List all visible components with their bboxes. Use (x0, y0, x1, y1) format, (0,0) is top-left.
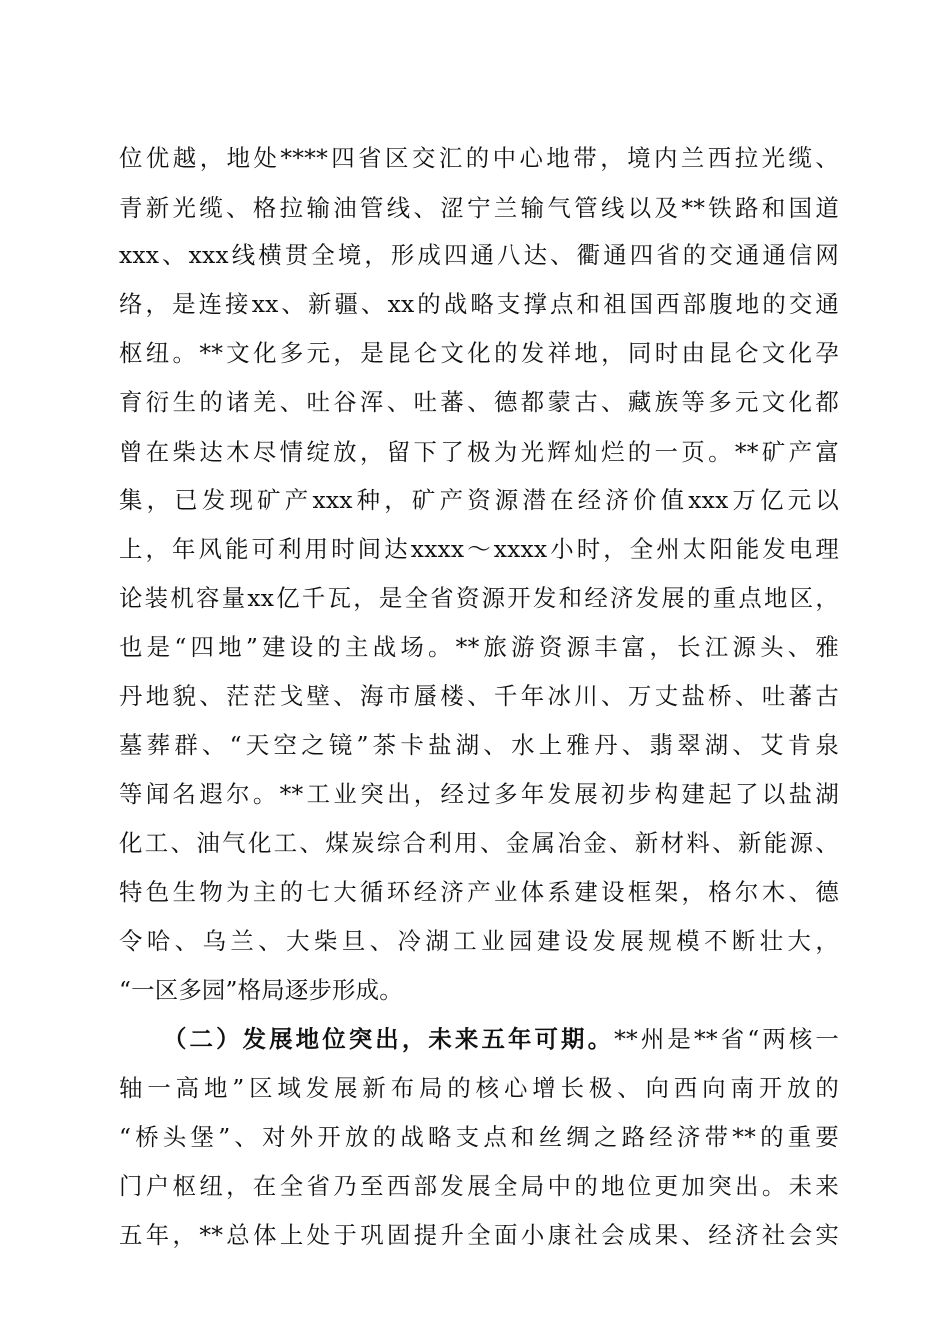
text-line: 丹地貌、茫茫戈壁、海市蜃楼、千年冰川、万丈盐桥、吐蕃古 (119, 682, 839, 710)
text-line: 门户枢纽，在全省乃至西部发展全局中的地位更加突出。未来 (119, 1172, 839, 1200)
section-heading: （二）发展地位突出，未来五年可期。 (163, 1025, 615, 1053)
text-line: 等闻名遐尔。**工业突出，经过多年发展初步构建起了以盐湖 (119, 780, 839, 808)
text-line: 络，是连接xx、新疆、xx的战略支撑点和祖国西部腹地的交通 (119, 290, 839, 318)
text-line: xxx、xxx线横贯全境，形成四通八达、衢通四省的交通通信网 (119, 241, 839, 269)
text-line: 墓葬群、“天空之镜”茶卡盐湖、水上雅丹、翡翠湖、艾肯泉 (119, 731, 839, 759)
text-line: 特色生物为主的七大循环经济产业体系建设框架，格尔木、德 (119, 878, 839, 906)
text-line: 枢纽。**文化多元，是昆仑文化的发祥地，同时由昆仑文化孕 (119, 339, 839, 367)
text-line: 论装机容量xx亿千瓦，是全省资源开发和经济发展的重点地区， (119, 584, 839, 612)
text-line: 上，年风能可利用时间达xxxx～xxxx小时，全州太阳能发电理 (119, 535, 839, 563)
text-line: 五年，**总体上处于巩固提升全面小康社会成果、经济社会实 (119, 1221, 839, 1249)
text-line: 青新光缆、格拉输油管线、涩宁兰输气管线以及**铁路和国道 (119, 194, 839, 222)
text-line: 集，已发现矿产xxx种，矿产资源潜在经济价值xxx万亿元以 (119, 486, 839, 514)
text-line: 令哈、乌兰、大柴旦、冷湖工业园建设发展规模不断壮大， (119, 927, 839, 955)
text-line: 轴一高地”区域发展新布局的核心增长极、向西向南开放的 (119, 1074, 839, 1102)
text-line: 曾在柴达木尽情绽放，留下了极为光辉灿烂的一页。**矿产富 (119, 438, 839, 466)
text-line: “桥头堡”、对外开放的战略支点和丝绸之路经济带**的重要 (119, 1123, 839, 1151)
text-line: 位优越，地处****四省区交汇的中心地带，境内兰西拉光缆、 (119, 144, 839, 172)
text-line: 化工、油气化工、煤炭综合利用、金属冶金、新材料、新能源、 (119, 829, 839, 857)
text-span: **州是**省“两核一 (614, 1025, 839, 1053)
text-line: 也是“四地”建设的主战场。**旅游资源丰富，长江源头、雅 (119, 633, 839, 661)
text-line: “一区多园”格局逐步形成。 (119, 976, 403, 1004)
text-line: 育衍生的诸羌、吐谷浑、吐蕃、德都蒙古、藏族等多元文化都 (119, 388, 839, 416)
text-line (163, 1024, 839, 1054)
